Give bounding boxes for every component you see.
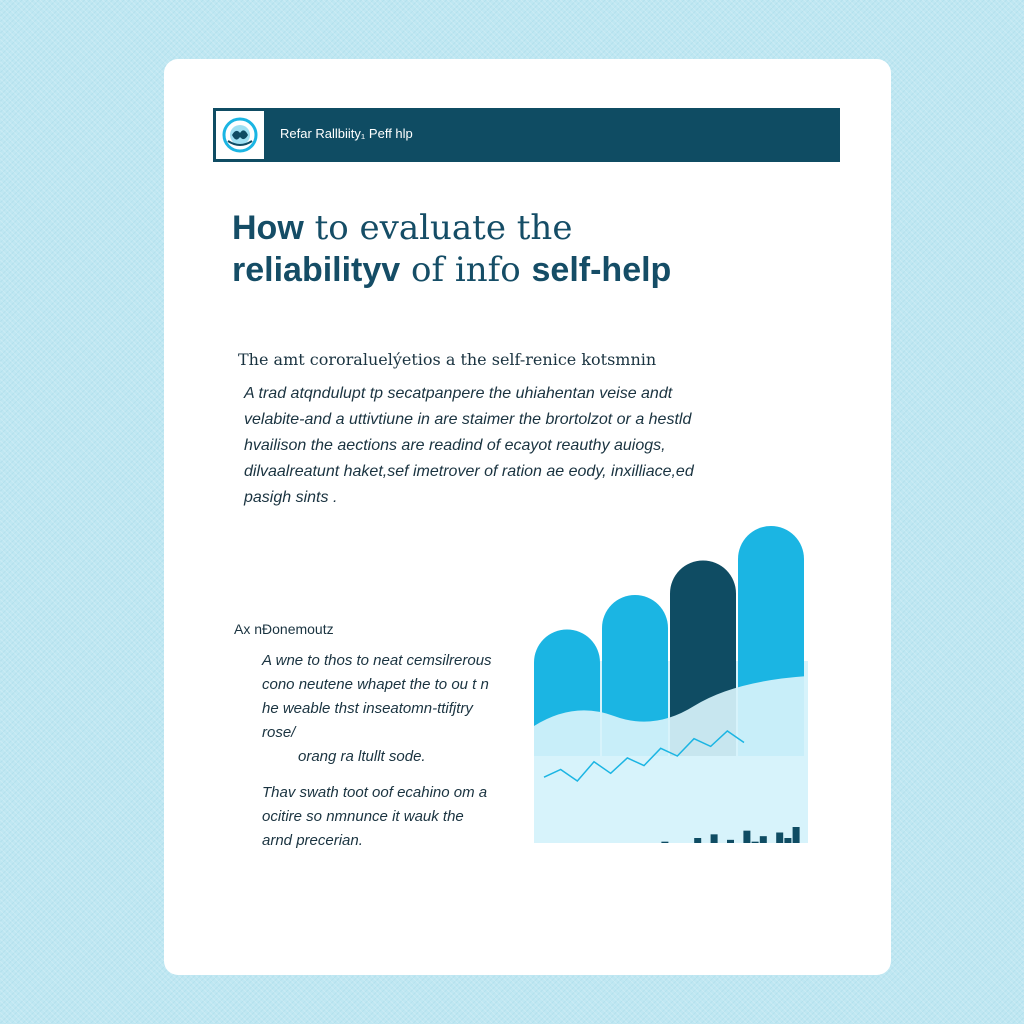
title-bold-word-3: self-help bbox=[531, 251, 672, 289]
body-paragraph: A trad atqndulupt tp secatpanpere the uhiahentan veise and‍t velabite-and a‍ uttivtiune in are staimer the brortolzot or a hestld hvailison the aections are readind of ecayot reauthy auiogs, dilvaalreatunt haket,sef imetrover of ration ae eody, inxilliace,ed pasigh sints . bbox=[244, 385, 694, 506]
section-paragraph-2 bbox=[262, 781, 522, 853]
chart-mini-bar bbox=[694, 838, 701, 843]
title-line2-mid: of info bbox=[400, 250, 532, 290]
text-line: rose/ bbox=[262, 724, 296, 741]
chart-mini-bar bbox=[752, 842, 759, 843]
text-line: ocitire so nmnunce it wauk the bbox=[262, 808, 464, 825]
title-bold-word: How bbox=[232, 209, 304, 247]
chart-mini-bar bbox=[760, 836, 767, 843]
chart-mini-bar bbox=[784, 838, 791, 843]
chart-mini-bar bbox=[661, 842, 668, 843]
title-line1-rest: to evaluate the bbox=[303, 208, 573, 248]
bar-chart-illustration bbox=[534, 521, 808, 843]
lead-text: The amt cororaluelýetios a the self-renice kotsmnin bbox=[238, 350, 657, 369]
header-title: Refar Rallbiity₁ Peff hlp bbox=[280, 126, 413, 141]
text-line: arnd precerian. bbox=[262, 832, 363, 849]
header-bar bbox=[213, 108, 840, 162]
page-title bbox=[232, 207, 671, 291]
text-line: cono neutene whapet the to ou t n bbox=[262, 676, 489, 693]
chart-mini-bar bbox=[743, 831, 750, 843]
chart-mini-bar bbox=[793, 827, 800, 843]
chart-mini-bar bbox=[776, 833, 783, 844]
chart-mini-bar bbox=[711, 834, 718, 843]
text-line: A wne to thos to neat cemsilrerous bbox=[262, 652, 492, 669]
text-line: he weable thst inseatomn-ttifjtry bbox=[262, 700, 473, 717]
brain-globe-logo-icon bbox=[216, 111, 264, 159]
section-paragraph-1 bbox=[262, 649, 522, 769]
section-body bbox=[262, 649, 522, 865]
text-line-indented: orang ra ltullt sode. bbox=[298, 748, 426, 765]
document-page bbox=[164, 59, 891, 975]
chart-mini-bar bbox=[727, 840, 734, 843]
section-heading: Ax nĐonemoutz bbox=[234, 621, 334, 637]
text-line: Thav swath toot oof ecahino om a bbox=[262, 784, 488, 801]
title-bold-word-2: reliabilityv bbox=[232, 251, 401, 289]
